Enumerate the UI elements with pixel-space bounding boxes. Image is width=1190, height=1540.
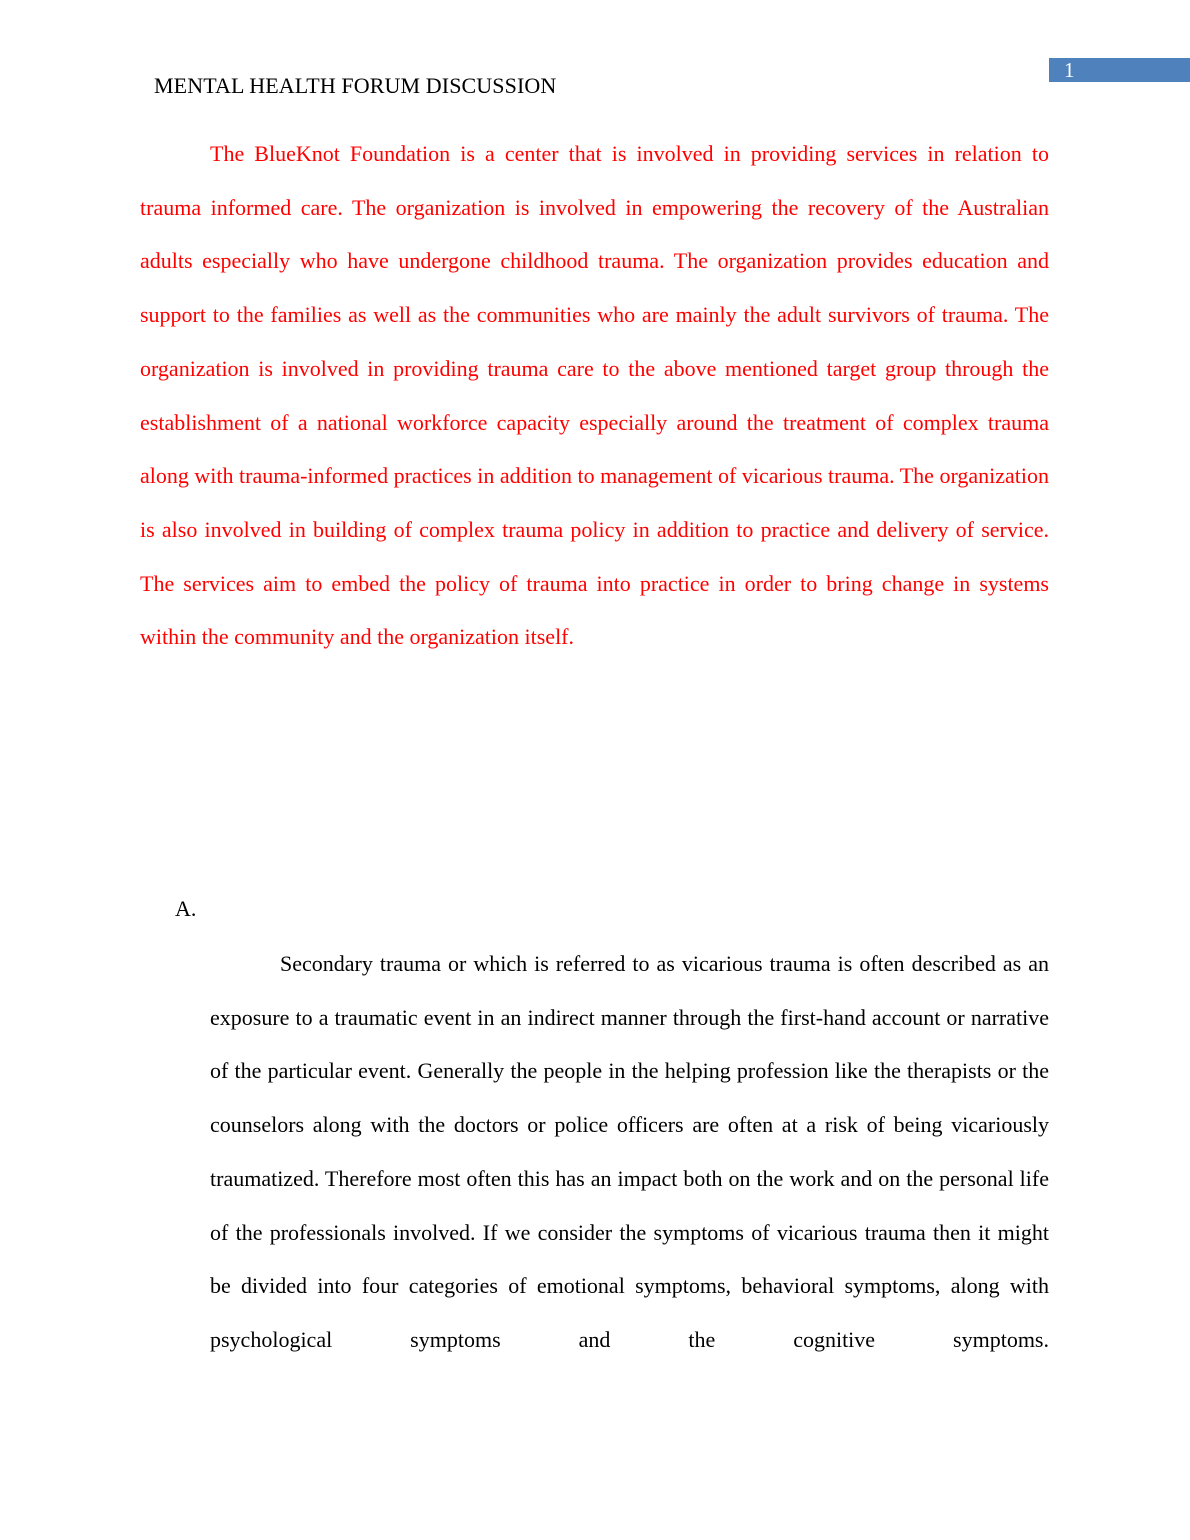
running-head: MENTAL HEALTH FORUM DISCUSSION (154, 73, 557, 98)
page-number: 1 (1064, 58, 1075, 82)
section-label: A. (175, 896, 197, 921)
intro-paragraph: The BlueKnot Foundation is a center that is involved in providing services in relation to trauma informed care. The organization is involved in empowering the recovery of the Australian adults especially who have undergone childhood trauma. The organization provides education and support to the families as well as the communities who are mainly the adult survivors of trauma. The organization is involved in providing trauma care to the above mentioned target group through the establishment of a national workforce capacity especially around the treatment of complex trauma along with trauma-informed practices in addition to management of vicarious trauma. The organization is also involved in building of complex trauma policy in addition to practice and delivery of service. The services aim to embed the policy of trauma into practice in order to bring change in systems within the community and the organization itself. (140, 141, 1049, 650)
section-paragraph: Secondary trauma or which is referred to as vicarious trauma is often described as an exposure to a traumatic event in an indirect manner through the first-hand account or narrative of the particular event. Generally the people in the helping profession like the therapists or the counselors along with the doctors or police officers are often at a risk of being vicariously traumatized. Therefore most often this has an impact both on the work and on the personal life of the professionals involved. If we consider the symptoms of vicarious trauma then it might be divided into four categories of emotional symptoms, behavioral symptoms, along with psychological symptoms and the cognitive symptoms. (210, 951, 1049, 1352)
